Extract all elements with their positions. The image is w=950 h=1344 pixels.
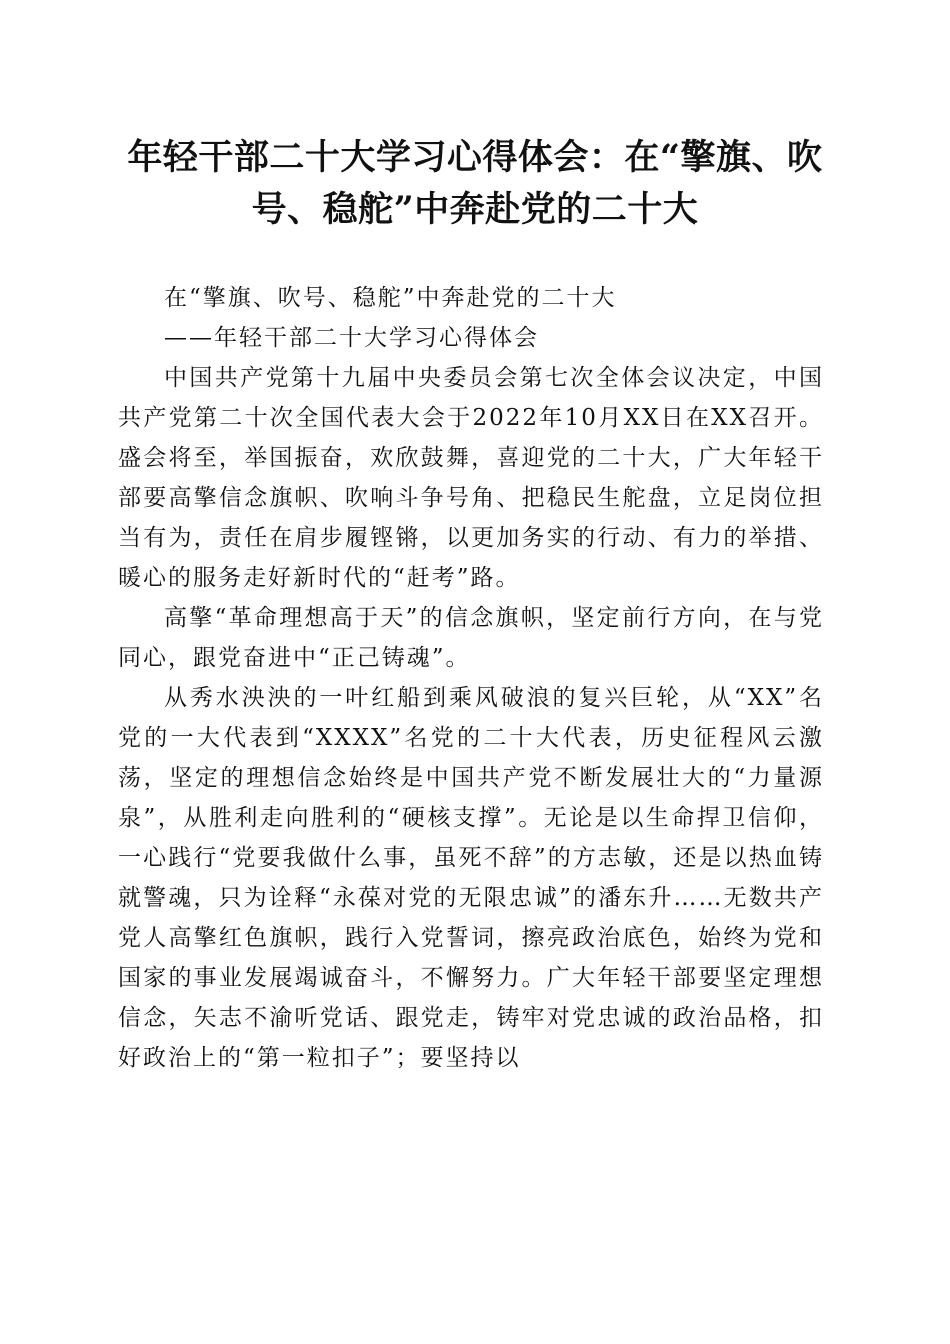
body-paragraph: 高擎“革命理想高于天”的信念旗帜，坚定前行方向，在与党同心，跟党奋进中“正己铸魂”。 bbox=[118, 605, 824, 671]
body-paragraph: 从秀水泱泱的一叶红船到乘风破浪的复兴巨轮，从“XX”名党的一大代表到“XXXX”名党的二十大代表，历史征程风云激荡，坚定的理想信念始终是中国共产党不断发展壮大的“力量源泉”，从胜利走向胜利的“硬核支撑”。无论是以生命捍卫信仰，一心践行“党要我做什么事，虽死不辞”的方志敏，还是以热血铸就警魂，只为诠释“永葆对党的无限忠诚”的潘东升……无数共产党人高擎红色旗帜，践行入党誓词，擦亮政治底色，始终为党和国家的事业发展竭诚奋斗，不懈努力。广大年轻干部要坚定理想信念，矢志不渝听党话、跟党走，铸牢对党忠诚的政治品格，扣好政治上的“第一粒扣子”；要坚持以 bbox=[118, 685, 824, 1071]
subtitle-dash-line: ——年轻干部二十大学习心得体会 bbox=[164, 325, 539, 351]
subtitle-line: 在“擎旗、吹号、稳舵”中奔赴党的二十大 bbox=[164, 285, 617, 311]
body-paragraph: 中国共产党第十九届中央委员会第七次全体会议决定，中国共产党第二十次全国代表大会于2022年10月XX日在XX召开。盛会将至，举国振奋，欢欣鼓舞，喜迎党的二十大，广大年轻干部要高擎信念旗帜、吹响斗争号角、把稳民生舵盘，立足岗位担当有为，责任在肩步履铿锵，以更加务实的行动、有力的举措、暖心的服务走好新时代的“赶考”路。 bbox=[118, 365, 824, 591]
document-body bbox=[118, 278, 824, 1078]
document-title: 年轻干部二十大学习心得体会：在“擎旗、吹号、稳舵”中奔赴党的二十大 bbox=[127, 137, 823, 230]
